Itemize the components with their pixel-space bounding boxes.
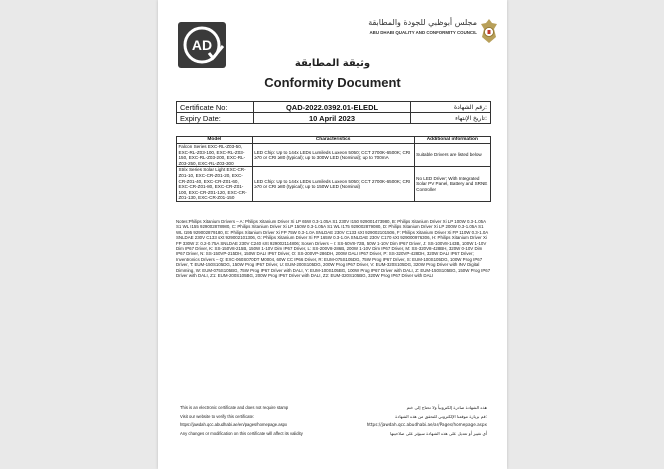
document-title-arabic: وثيقة المطابقة <box>294 58 371 69</box>
footer-verify-link-arabic[interactable]: https://jawdah.qcc.abudhabi.ae/ar/Pages/homepage.aspx <box>366 422 487 428</box>
certificate-number-row <box>177 102 491 113</box>
footer-stamp-note-arabic: هذه الشهادة صادرة إلكترونياً ولا تحتاج إلى ختم <box>406 405 487 410</box>
certificate-info-table <box>176 101 491 124</box>
column-header-model: Model <box>177 137 253 144</box>
notes-paragraph: Notes:Philips Xitanium Drivers – A: Philips Xitanium Driver Xi LP 65W 0.3-1.05A S1 230V I150 929001473980, B: Philips Xitanium Driver Xi LP 100W 0.3-1.05A S1 WL I155 929002878980, C: Philips Xitanium Driver Xi LP 150W 0.3-1.05A S1 WL I175 929002879080, D: Philips Xitanium Driver Xi LP 200W 0.3-1.05A S1 WL I195 929002879180, E: Philips Xitanium Driver Xi FP 75W 0.3-1.0A SNLDAE 230V C133 sXt 929002101506, F: Philips Xitanium Driver Xi FP 110W 0.3-1.0A SNLDAE 230V C133 sXt 929002101306, G: Philips Xitanium Driver Xi FP 165W 0.3-1.0A SNLDAE 230V C170 sXt 929000976306, H: Philips Xitanium Driver Xi FP 330W 2: 0.2-0.75A SNLDAE 230V C240 sXt 929002114806; Sosen Drivers – I: SS-50V8-72B, 50W 1-10V Dim IP67 Driver, J: SS-100V8-143B, 100W 1-10V Dim IP67 Driver, K: SS-150V8-215B, 150W 1-10V Dim IP67 Driver, L: SS-200V8-286B, 200W 1-10V Dim IP67 Driver, M: SS-320V8-428BH, 320W 0-10V Dim IP67 Driver, N: SS-150VP-215DH, 150W DALI IP67 Driver, O: SS-200VP-286DH, 200W DALI IP67 Driver, P: SS-320VP-428DH, 320W DALI IP67 Driver; Inventronics Drivers – Q: EXC-060S070DT M0004, 60W CC IP66 Driver, R: EUM-075S105DG, 75W Prog IP67 Driver, S: EUM-100S105DG, 100W Prog IP67 Driver, T: EUM-150S105DG, 150W Prog IP67 Driver, U: EUM-200S105DG, 200W Prog IP67 Driver, V: EUM-320S105DG, 320W Prog Driver with INV Digital Dimming, W: EUM-075S105BG, 75W Prog IP67 Driver with DALI, Y: EUM-100S105BG, 100W Prog IP67 Driver with DALI, Z: EUM-150S105BG, 150W Prog IP67 Driver with DALI, Z1: EUM-200S105BG, 200W Prog IP67 Driver with DALI, Z2: EUM-320S105BG, 320W Prog IP67 Driver with DALI <box>176 219 491 279</box>
document-title: Conformity Document <box>264 75 401 90</box>
certificate-number-value: QAD-2022.0392.01-ELEDL <box>254 102 411 113</box>
council-name <box>327 18 477 35</box>
column-header-additional: Additional information <box>414 137 490 144</box>
logo-text: AD <box>191 37 213 53</box>
expiry-date-label-arabic: تاريخ الإنتهاء: <box>411 113 491 124</box>
footer-validity-note: Any changes or modification on this certificate will affect its validity <box>180 430 303 436</box>
certificate-number-label: Certificate No: <box>177 102 254 113</box>
characteristics-cell: LED Chip: Up to 144x LEDs Lumileds Luxeon 5050; CCT 2700K-6500K; CRI ≥70 or CRI ≥80 (typical); up to 150W LED (Nominal) <box>252 167 414 202</box>
footer-row <box>176 431 491 440</box>
council-name-english: ABU DHABI QUALITY AND CONFORMITY COUNCIL <box>369 30 477 35</box>
footer-row <box>176 414 491 423</box>
additional-info-cell: No LED Driver; With Integrated Solar PV Panel, Battery and SRNE Controller <box>414 167 490 202</box>
footer-verify-note: Visit our website to verify this certificate: <box>180 413 255 419</box>
uae-emblem-icon <box>479 17 499 45</box>
expiry-date-row <box>177 113 491 124</box>
model-cell: Falcon Series EXC-RL-Z03-50, EXC-RL-Z03-100, EXC-RL-Z03-150, EXC-RL-Z03-200, EXC-RL-Z03-250, EXC-RL-Z03-300 <box>177 144 253 167</box>
footer-row <box>176 405 491 414</box>
product-table <box>176 136 491 202</box>
expiry-date-value: 10 April 2023 <box>254 113 411 124</box>
certificate-number-label-arabic: رقم الشهادة: <box>411 102 491 113</box>
product-table-header <box>177 137 491 144</box>
footer-verify-note-arabic: قم بزيارة موقعنا الإلكتروني للتحقق من هذه الشهادة: <box>395 413 487 419</box>
council-name-arabic: مجلس أبوظبي للجودة والمطابقة <box>368 18 477 27</box>
characteristics-cell: LED Chip: Up to 144x LEDs Lumileds Luxeon 5050; CCT 2700K-6500K; CRI ≥70 or CRI ≥80 (typical); up to 300W LED (Nominal); up to 700mA <box>252 144 414 167</box>
footer-verify-link[interactable]: https://jawdah.qcc.abudhabi.ae/en/pages/homepage.aspx <box>180 422 288 428</box>
certificate-page <box>158 0 507 469</box>
column-header-characteristics: Characteristics <box>252 137 414 144</box>
expiry-date-label: Expiry Date: <box>177 113 254 124</box>
additional-info-cell: Suitable Drivers are listed below <box>414 144 490 167</box>
table-row <box>177 144 491 167</box>
model-cell: Strix Series Solar Light EXC-CR-Z01-10, EXC-CR-Z01-20, EXC-CR-Z01-40, EXC-CR-Z01-60, EXC-CR-Z01-80, EXC-CR-Z01-100, EXC-CR-Z01-120, EXC-CR-Z01-130, EXC-CR-Z01-150 <box>177 167 253 202</box>
table-row <box>177 167 491 202</box>
footer-row <box>176 422 491 431</box>
footer-stamp-note: This is an electronic certificate and does not require stamp <box>180 405 289 410</box>
footer <box>176 405 491 439</box>
footer-validity-note-arabic: أي تغيير أو تعديل على هذه الشهادة سيؤثر على صلاحيتها <box>390 430 487 436</box>
